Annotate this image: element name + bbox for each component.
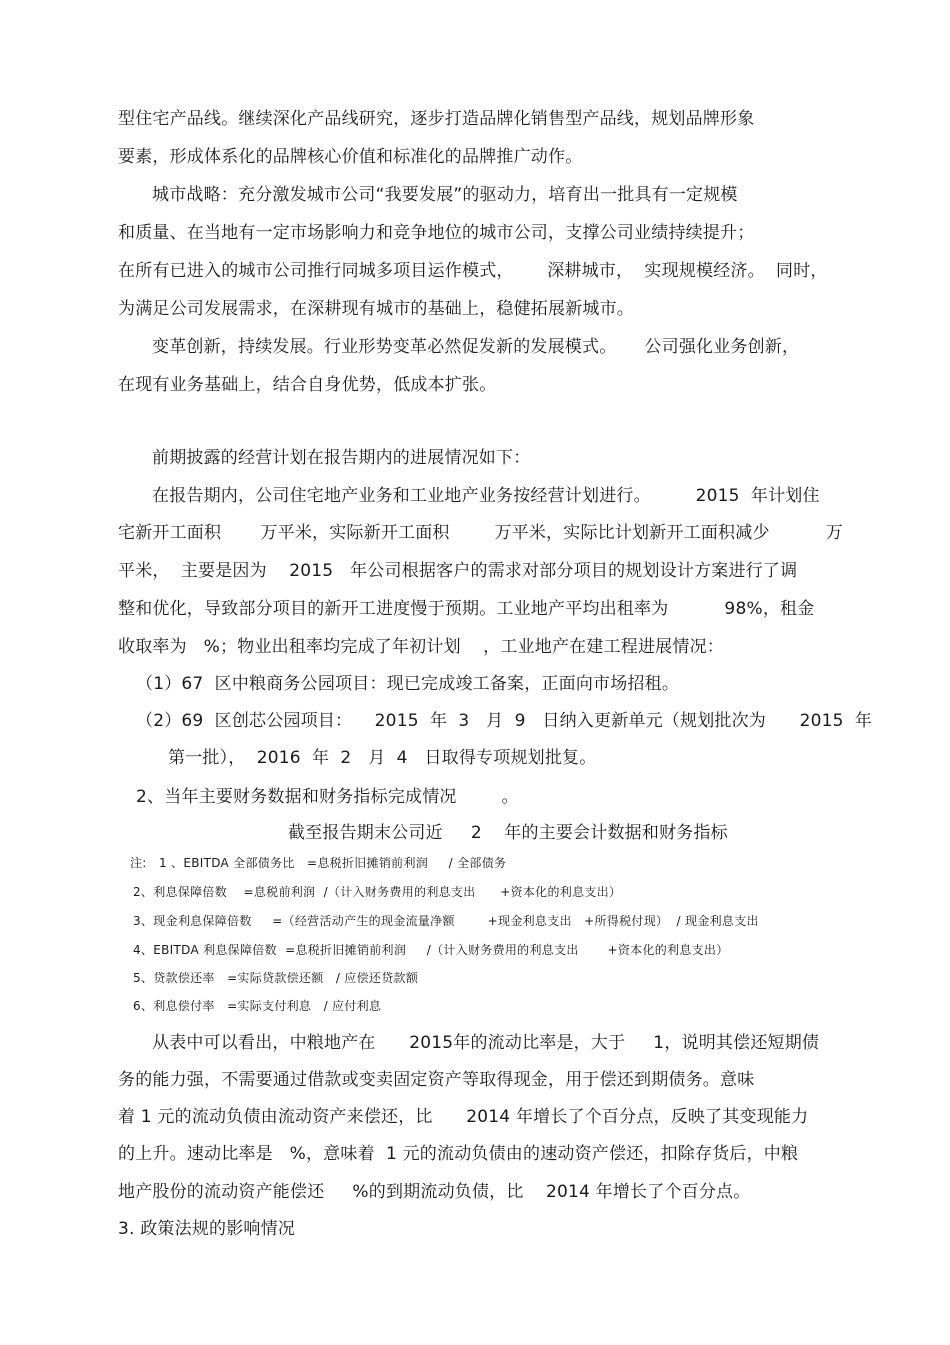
text-line: 和质量、在当地有一定市场影响力和竞争地位的城市公司，支撑公司业绩持续提升； <box>118 223 755 243</box>
text-line: 型住宅产品线。继续深化产品线研究，逐步打造品牌化销售型产品线，规划品牌形象 <box>118 109 755 129</box>
section-heading: 3. 政策法规的影响情况 <box>118 1219 296 1239</box>
text-line: 城市战略：充分激发城市公司“我要发展”的驱动力，培育出一批具有一定规模 <box>152 185 738 205</box>
text-line: 为满足公司发展需求，在深耕现有城市的基础上，稳健拓展新城市。 <box>118 299 634 319</box>
text-line: 着 1 元的流动负债由流动资产来偿还，比 2014 年增长了个百分点，反映了其变现能力 <box>118 1107 809 1127</box>
text-line: 变革创新，持续发展。行业形势变革必然促发新的发展模式。 公司强化业务创新， <box>152 337 800 357</box>
text-line: 在报告期内，公司住宅地产业务和工业地产业务按经营计划进行。 2015 年计划住 <box>152 486 820 506</box>
text-line: 整和优化，导致部分项目的新开工进度慢于预期。工业地产平均出租率为 98%，租金 <box>118 599 815 619</box>
list-item: （1）67 区中粮商务公园项目：现已完成竣工备案，正面向市场招租。 <box>136 674 680 694</box>
text-line: 收取率为 %；物业出租率均完成了年初计划 ，工业地产在建工程进展情况： <box>118 637 724 657</box>
text-line: 要素，形成体系化的品牌核心价值和标准化的品牌推广动作。 <box>118 147 583 167</box>
text-line: 的上升。速动比率是 %，意味着 1 元的流动负债由的速动资产偿还，扣除存货后，中粮 <box>118 1144 799 1164</box>
text-line: 前期披露的经营计划在报告期内的进展情况如下： <box>152 448 531 468</box>
text-line: 务的能力强，不需要通过借款或变卖固定资产等取得现金，用于偿还到期债务。意味 <box>118 1070 755 1090</box>
text-line: 在现有业务基础上，结合自身优势，低成本扩张。 <box>118 375 497 395</box>
table-caption: 截至报告期末公司近 2 年的主要会计数据和财务指标 <box>288 823 728 843</box>
text-line: 第一批）， 2016 年 2 月 4 日取得专项规划批复。 <box>168 748 597 768</box>
section-heading: 2、当年主要财务数据和财务指标完成情况 。 <box>136 787 519 807</box>
note-line: 6、利息偿付率 =实际支付利息 / 应付利息 <box>133 999 382 1013</box>
note-line: 2、利息保障倍数 =息税前利润 /（计入财务费用的利息支出 +资本化的利息支出） <box>133 885 622 899</box>
text-line: 平米， 主要是因为 2015 年公司根据客户的需求对部分项目的规划设计方案进行了调 <box>118 561 798 581</box>
text-line: 在所有已进入的城市公司推行同城多项目运作模式， 深耕城市， 实现规模经济。 同时， <box>118 261 828 281</box>
text-line: 地产股份的流动资产能偿还 %的到期流动负债，比 2014 年增长了个百分点。 <box>118 1182 751 1202</box>
text-line: 从表中可以看出，中粮地产在 2015年的流动比率是，大于 1，说明其偿还短期债 <box>152 1033 820 1053</box>
note-line: 5、贷款偿还率 =实际贷款偿还额 / 应偿还贷款额 <box>133 971 419 985</box>
note-line: 3、现金利息保障倍数 =（经营活动产生的现金流量净额 +现金利息支出 +所得税付现） / 现金利息支出 <box>133 914 759 928</box>
list-item: （2）69 区创芯公园项目： 2015 年 3 月 9 日纳入更新单元（规划批次为 2015 年 <box>136 711 873 731</box>
note-line: 4、EBITDA 利息保障倍数 =息税折旧摊销前利润 /（计入财务费用的利息支出 +资本化的利息支出） <box>133 943 729 957</box>
text-line: 宅新开工面积 万平米，实际新开工面积 万平米，实际比计划新开工面积减少 万 <box>118 523 843 543</box>
note-line: 注: 1 、EBITDA 全部债务比 =息税折旧摊销前利润 / 全部债务 <box>130 856 507 870</box>
